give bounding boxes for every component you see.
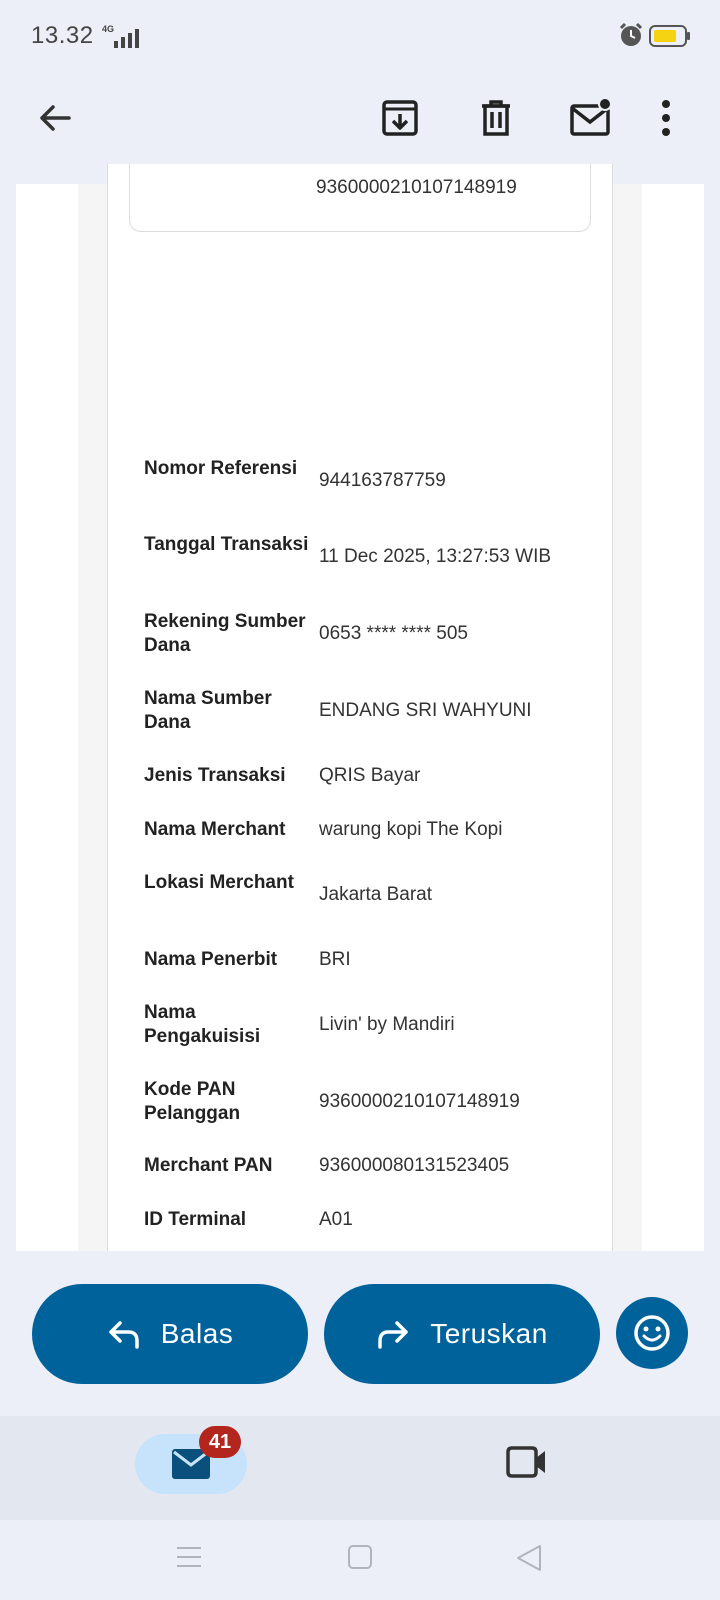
mark-unread-icon	[569, 98, 613, 138]
recents-icon[interactable]	[176, 1545, 202, 1569]
row-label: Merchant PAN	[144, 1155, 273, 1176]
row-value: A01	[319, 1209, 353, 1230]
reply-icon	[107, 1319, 141, 1349]
row-value: Jakarta Barat	[319, 884, 432, 905]
row-label: Rekening Sumber Dana	[144, 611, 306, 656]
delete-button[interactable]	[468, 90, 524, 146]
bottom-navigation	[0, 1416, 720, 1520]
status-bar	[0, 0, 720, 72]
archive-button[interactable]	[372, 90, 428, 146]
row-label: Lokasi Merchant	[144, 872, 294, 893]
archive-icon	[380, 98, 420, 138]
network-type-label: 4G	[102, 24, 115, 34]
action-bar	[0, 1251, 720, 1416]
alarm-icon	[618, 22, 644, 48]
top-info-box	[129, 164, 591, 232]
back-button[interactable]	[27, 90, 83, 146]
row-value: 944163787759	[319, 470, 446, 491]
row-value: BRI	[319, 949, 351, 970]
row-value: QRIS Bayar	[319, 765, 421, 786]
signal-icon	[112, 28, 144, 48]
row-label: Tanggal Transaksi	[144, 534, 309, 555]
home-icon[interactable]	[348, 1545, 372, 1569]
back-icon[interactable]	[516, 1544, 542, 1572]
back-arrow-icon	[35, 98, 75, 138]
network-indicator	[102, 24, 142, 48]
forward-label: Teruskan	[430, 1318, 548, 1349]
video-icon[interactable]	[504, 1444, 548, 1480]
top-pan-value: 9360000210107148919	[316, 177, 517, 198]
row-label: Nama Sumber Dana	[144, 688, 272, 733]
unread-count-badge: 41	[199, 1426, 241, 1458]
forward-button[interactable]	[324, 1284, 600, 1384]
row-label: Kode PAN Pelanggan	[144, 1079, 241, 1124]
row-label: Nomor Referensi	[144, 458, 298, 479]
row-value: warung kopi The Kopi	[319, 819, 503, 840]
more-options-button[interactable]	[648, 90, 684, 146]
emoji-reaction-button[interactable]	[616, 1297, 688, 1369]
emoji-icon	[633, 1314, 671, 1352]
row-label: ID Terminal	[144, 1209, 247, 1230]
row-label: Jenis Transaksi	[144, 765, 286, 786]
row-value: Livin' by Mandiri	[319, 1014, 455, 1035]
status-time: 13.32	[31, 22, 94, 49]
receipt-card	[107, 164, 613, 1274]
row-value: ENDANG SRI WAHYUNI	[319, 700, 532, 721]
row-value: 11 Dec 2025, 13:27:53 WIB	[319, 546, 552, 567]
row-label: Nama Pengakuisisi	[144, 1002, 261, 1047]
trash-icon	[476, 98, 516, 138]
row-value: 9360000210107148919	[319, 1091, 520, 1112]
mark-unread-button[interactable]	[563, 90, 619, 146]
row-value: 936000080131523405	[319, 1155, 510, 1176]
row-label: Nama Merchant	[144, 819, 286, 840]
email-body[interactable]	[16, 177, 704, 1251]
row-value: 0653 **** **** 505	[319, 623, 468, 644]
reply-label: Balas	[160, 1318, 234, 1349]
battery-icon	[649, 25, 691, 47]
row-label: Nama Penerbit	[144, 949, 278, 970]
reply-button[interactable]	[32, 1284, 308, 1384]
system-navigation	[0, 1520, 720, 1600]
more-vert-icon	[660, 98, 672, 138]
forward-icon	[376, 1319, 410, 1349]
